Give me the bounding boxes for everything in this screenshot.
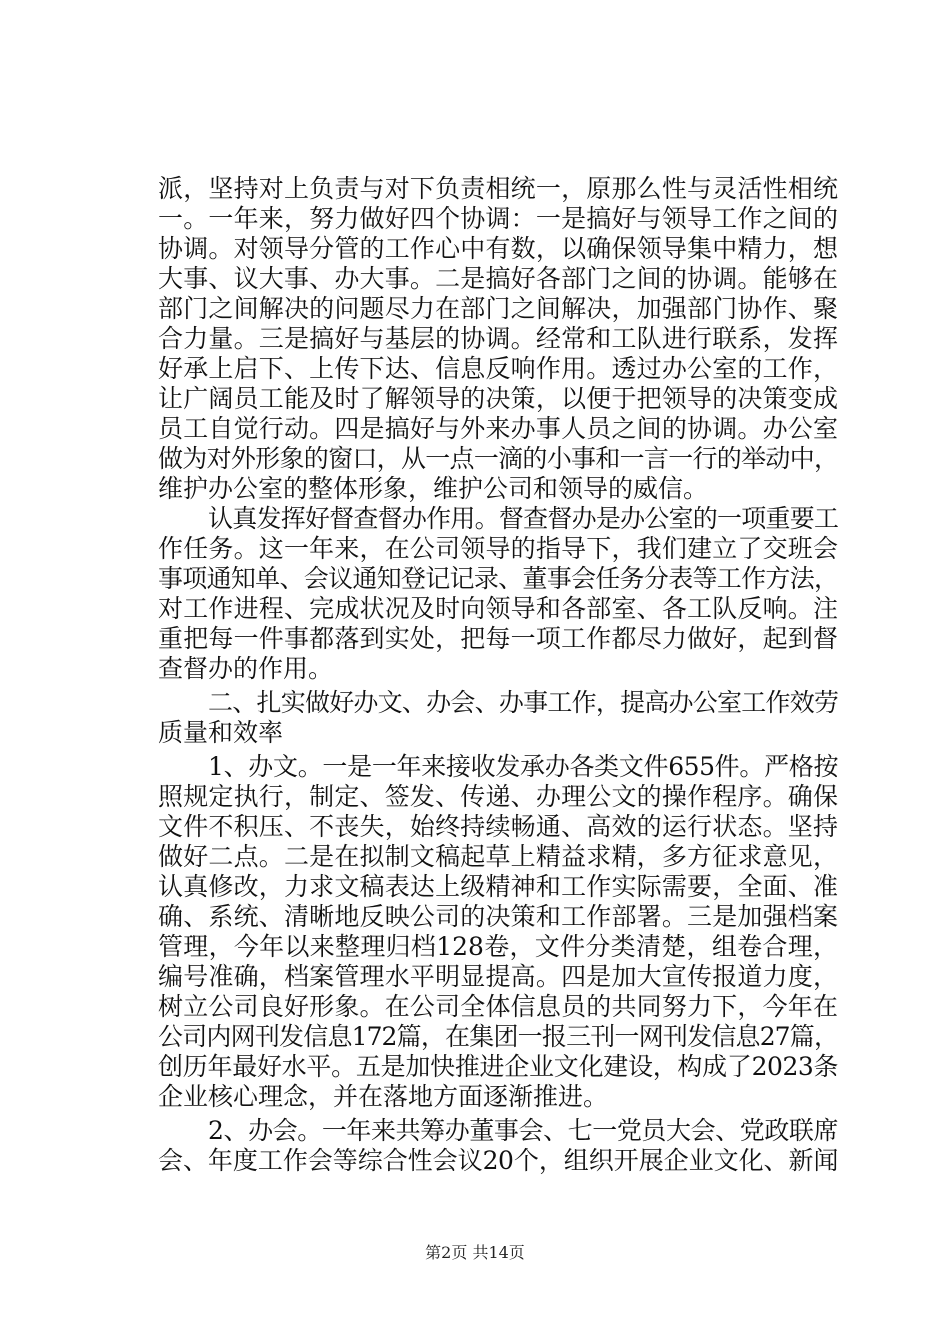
text-line: 公司内网刊发信息172篇，在集团一报三刊一网刊发信息27篇， bbox=[158, 1022, 838, 1051]
text-line: 维护办公室的整体形象，维护公司和领导的威信。 bbox=[158, 474, 709, 503]
text-line: 让广阔员工能及时了解领导的决策，以便于把领导的决策变成 bbox=[158, 384, 838, 413]
text-line: 作任务。这一年来，在公司领导的指导下，我们建立了交班会 bbox=[158, 534, 838, 563]
text-line: 好承上启下、上传下达、信息反响作用。透过办公室的工作， bbox=[158, 354, 838, 383]
paragraph-start-line: 1、办文。一是一年来接收发承办各类文件655件。严格按 bbox=[208, 752, 838, 781]
text-line: 文件不积压、不丧失，始终持续畅通、高效的运行状态。坚持 bbox=[158, 812, 838, 841]
text-line: 事项通知单、会议通知登记记录、董事会任务分表等工作方法， bbox=[158, 564, 838, 593]
text-line: 员工自觉行动。四是搞好与外来办事人员之间的协调。办公室 bbox=[158, 414, 838, 443]
section-heading-line: 质量和效率 bbox=[158, 718, 284, 747]
text-line: 部门之间解决的问题尽力在部门之间解决，加强部门协作、聚 bbox=[158, 294, 838, 323]
text-line: 创历年最好水平。五是加快推进企业文化建设，构成了2023条 bbox=[158, 1052, 838, 1081]
text-line: 管理，今年以来整理归档128卷，文件分类清楚，组卷合理， bbox=[158, 932, 838, 961]
text-line: 派，坚持对上负责与对下负责相统一，原那么性与灵活性相统 bbox=[158, 174, 838, 203]
text-line: 编号准确，档案管理水平明显提高。四是加大宣传报道力度， bbox=[158, 962, 838, 991]
paragraph-start-line: 2、办会。一年来共筹办董事会、七一党员大会、党政联席 bbox=[208, 1116, 838, 1145]
text-line: 协调。对领导分管的工作心中有数，以确保领导集中精力，想 bbox=[158, 234, 838, 263]
text-line: 树立公司良好形象。在公司全体信息员的共同努力下，今年在 bbox=[158, 992, 838, 1021]
page-number-footer: 第2页 共14页 bbox=[425, 1243, 525, 1262]
text-line: 一。一年来，努力做好四个协调：一是搞好与领导工作之间的 bbox=[158, 204, 838, 233]
text-line: 合力量。三是搞好与基层的协调。经常和工队进行联系，发挥 bbox=[158, 324, 838, 353]
text-line: 重把每一件事都落到实处，把每一项工作都尽力做好，起到督 bbox=[158, 624, 838, 653]
paragraph-start-line: 认真发挥好督查督办作用。督查督办是办公室的一项重要工 bbox=[208, 504, 838, 533]
section-heading-line: 二、扎实做好办文、办会、办事工作，提高办公室工作效劳 bbox=[208, 688, 838, 717]
text-line: 做好二点。二是在拟制文稿起草上精益求精，多方征求意见， bbox=[158, 842, 838, 871]
text-line: 照规定执行，制定、签发、传递、办理公文的操作程序。确保 bbox=[158, 782, 838, 811]
text-line: 会、年度工作会等综合性会议20个，组织开展企业文化、新闻 bbox=[158, 1146, 838, 1175]
text-line: 查督办的作用。 bbox=[158, 654, 334, 683]
text-line: 大事、议大事、办大事。二是搞好各部门之间的协调。能够在 bbox=[158, 264, 838, 293]
text-line: 认真修改，力求文稿表达上级精神和工作实际需要，全面、准 bbox=[158, 872, 838, 901]
text-line: 企业核心理念，并在落地方面逐渐推进。 bbox=[158, 1082, 609, 1111]
text-line: 做为对外形象的窗口，从一点一滴的小事和一言一行的举动中， bbox=[158, 444, 838, 473]
text-line: 对工作进程、完成状况及时向领导和各部室、各工队反响。注 bbox=[158, 594, 838, 623]
text-line: 确、系统、清晰地反映公司的决策和工作部署。三是加强档案 bbox=[158, 902, 838, 931]
